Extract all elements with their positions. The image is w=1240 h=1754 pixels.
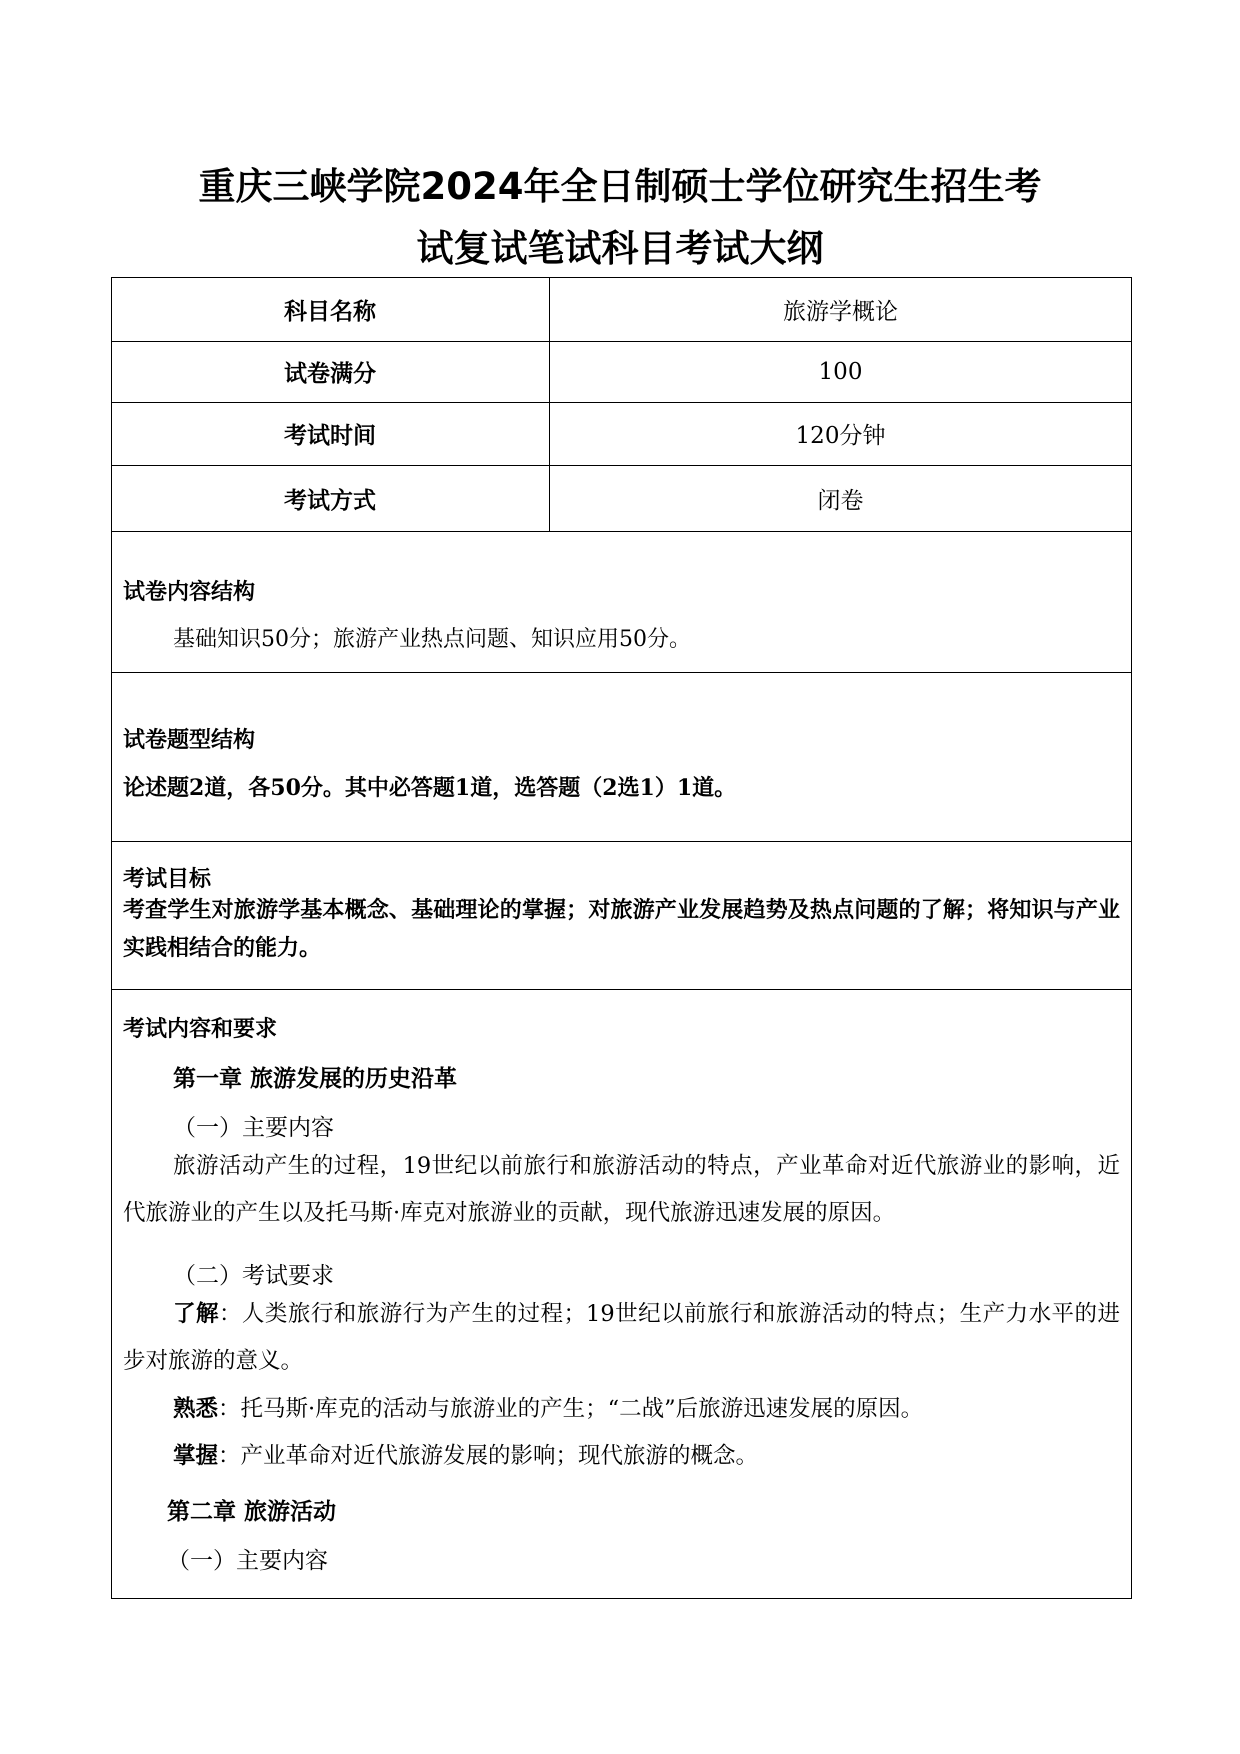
value-exam-mode: 闭卷 [817,487,864,514]
requirement-text-familiar: ：托马斯·库克的活动与旅游业的产生；“二战”后旅游迅速发展的原因。 [218,1396,924,1422]
value-full-score: 100 [818,358,863,385]
requirement-label-understand: 了解 [173,1301,219,1327]
requirement-understand [123,1291,1120,1385]
value-subject-name: 旅游学概论 [783,298,898,325]
exam-goal-heading: 考试目标 [123,866,212,892]
chapter-2-title: 第二章 旅游活动 [167,1498,337,1525]
requirement-text-master: ：产业革命对近代旅游发展的影响；现代旅游的概念。 [218,1443,759,1469]
question-structure-heading: 试卷题型结构 [123,727,256,753]
question-structure-text: 论述题2道，各50分。其中必答题1道，选答题（2选1）1道。 [123,775,737,801]
requirement-master [123,1433,1120,1480]
label-exam-mode: 考试方式 [284,486,376,514]
chapter-1-subheading-requirements: （二）考试要求 [173,1263,334,1289]
table-rule [111,841,1132,842]
content-structure-heading: 试卷内容结构 [123,579,256,605]
content-structure-text: 基础知识50分；旅游产业热点问题、知识应用50分。 [173,627,691,652]
table-rule [111,989,1132,990]
value-exam-time: 120分钟 [795,423,886,449]
table-rule [111,672,1132,673]
chapter-1-main-text: 旅游活动产生的过程，19世纪以前旅行和旅游活动的特点，产业革命对近代旅游业的影响，近代旅游业的产生以及托马斯·库克对旅游业的贡献，现代旅游迅速发展的原因。 [123,1153,1120,1226]
requirement-familiar [123,1386,1120,1433]
exam-goal-text: 考查学生对旅游学基本概念、基础理论的掌握；对旅游产业发展趋势及热点问题的了解；将知识与产业实践相结合的能力。 [123,897,1120,961]
document-title-line-2: 试复试笔试科目考试大纲 [416,227,824,270]
requirement-label-familiar: 熟悉 [173,1396,219,1422]
syllabus-table [111,277,1132,1599]
exam-content-heading: 考试内容和要求 [123,1016,278,1042]
chapter-2-subheading-content: （一）主要内容 [167,1548,328,1574]
label-subject-name: 科目名称 [284,297,376,325]
requirement-label-master: 掌握 [173,1443,219,1469]
table-rule [111,531,1132,532]
label-full-score: 试卷满分 [284,360,376,387]
table-rule [111,1598,1132,1599]
document-title-line-1: 重庆三峡学院2024年全日制硕士学位研究生招生考 [198,165,1042,208]
label-exam-time: 考试时间 [284,422,376,449]
requirement-text-understand: ：人类旅行和旅游行为产生的过程；19世纪以前旅行和旅游活动的特点；生产力水平的进步对旅游的意义。 [123,1301,1120,1374]
chapter-1-title: 第一章 旅游发展的历史沿革 [173,1065,458,1092]
chapter-1-subheading-content: （一）主要内容 [173,1115,334,1141]
